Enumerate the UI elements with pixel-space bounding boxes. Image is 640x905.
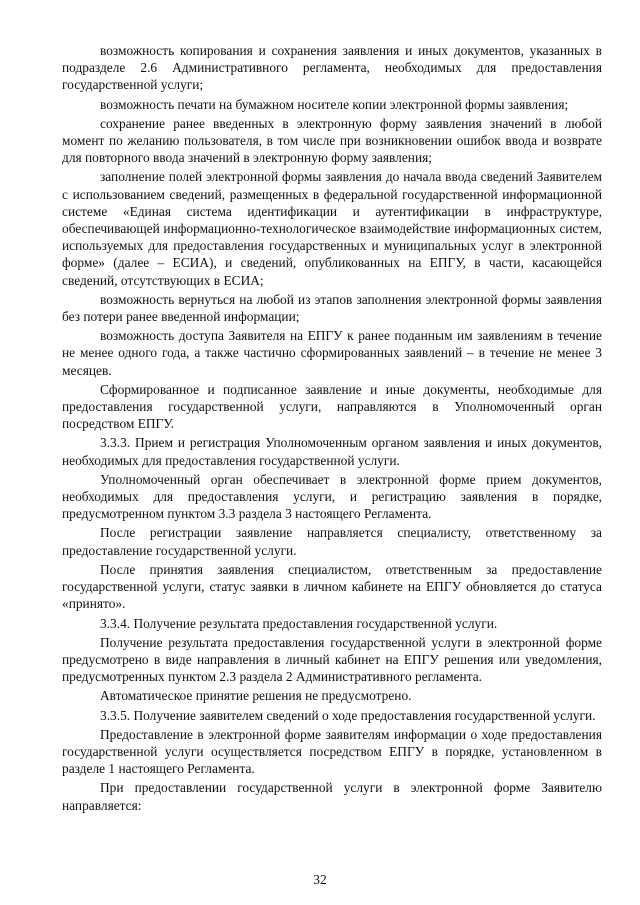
page-number: 32 bbox=[313, 872, 327, 887]
paragraph: После принятия заявления специалистом, ответственным за предоставление государственной услуги, статус заявки в личном кабинете на ЕПГУ обновляется до статуса «принято». bbox=[62, 561, 602, 612]
section-heading: 3.3.5. Получение заявителем сведений о ходе предоставления государственной услуги. bbox=[100, 707, 596, 723]
paragraph: возможность доступа Заявителя на ЕПГУ к ранее поданным им заявлениям в течение не менее одного года, а также частично сформированных заявлений – в течение не менее 3 месяцев. bbox=[62, 328, 602, 378]
paragraph: возможность копирования и сохранения заявления и иных документов, указанных в подразделе 2.6 Административного регламента, необходимых для предоставления государственной услуги; bbox=[62, 43, 602, 93]
document-body bbox=[62, 42, 602, 816]
paragraph: Уполномоченный орган обеспечивает в электронной форме прием документов, необходимых для предоставления услуги, и регистрацию заявления в порядке, предусмотренном пунктом 3.3 раздела 3 настоящего Регламента. bbox=[62, 471, 602, 522]
paragraph: сохранение ранее введенных в электронную форму заявления значений в любой момент по желанию пользователя, в том числе при возникновении ошибок ввода и возврате для повторного ввода значений в электронную форму заявления; bbox=[62, 115, 602, 166]
paragraph: заполнение полей электронной формы заявления до начала ввода сведений Заявителем с использованием сведений, размещенных в федеральной государственной информационной системе «Единая система идентификации и аутентификации в инфраструктуре, обеспечивающей информационно-технологическое взаимодействие информационных систем, используемых для предоставления государственных и муниципальных услуг в электронной форме» (далее – ЕСИА), и сведений, опубликованных на ЕПГУ, в части, касающейся сведений, отсутствующих в ЕСИА; bbox=[62, 169, 602, 288]
paragraph: возможность печати на бумажном носителе копии электронной формы заявления; bbox=[100, 96, 569, 112]
paragraph: Получение результата предоставления государственной услуги в электронной форме предусмотрено в виде направления в личный кабинет на ЕПГУ решения или уведомления, предусмотренных пунктом 2.3 раздела 2 Административного регламента. bbox=[62, 634, 602, 685]
paragraph: Предоставление в электронной форме заявителям информации о ходе предоставления государственной услуги осуществляется посредством ЕПГУ в порядке, установленном в разделе 1 настоящего Регламента. bbox=[62, 726, 602, 777]
paragraph: Сформированное и подписанное заявление и иные документы, необходимые для предоставления государственной услуги, направляются в Уполномоченный орган посредством ЕПГУ. bbox=[62, 381, 602, 432]
paragraph: После регистрации заявление направляется специалисту, ответственному за предоставление государственной услуги. bbox=[62, 525, 602, 558]
section-heading: 3.3.4. Получение результата предоставления государственной услуги. bbox=[100, 615, 498, 631]
paragraph: При предоставлении государственной услуги в электронной форме Заявителю направляется: bbox=[62, 780, 602, 813]
section-heading: 3.3.3. Прием и регистрация Уполномоченным органом заявления и иных документов, необходимых для предоставления государственной услуги. bbox=[62, 435, 602, 468]
paragraph: возможность вернуться на любой из этапов заполнения электронной формы заявления без потери ранее введенной информации; bbox=[62, 291, 602, 325]
paragraph: Автоматическое принятие решения не предусмотрено. bbox=[100, 688, 412, 704]
